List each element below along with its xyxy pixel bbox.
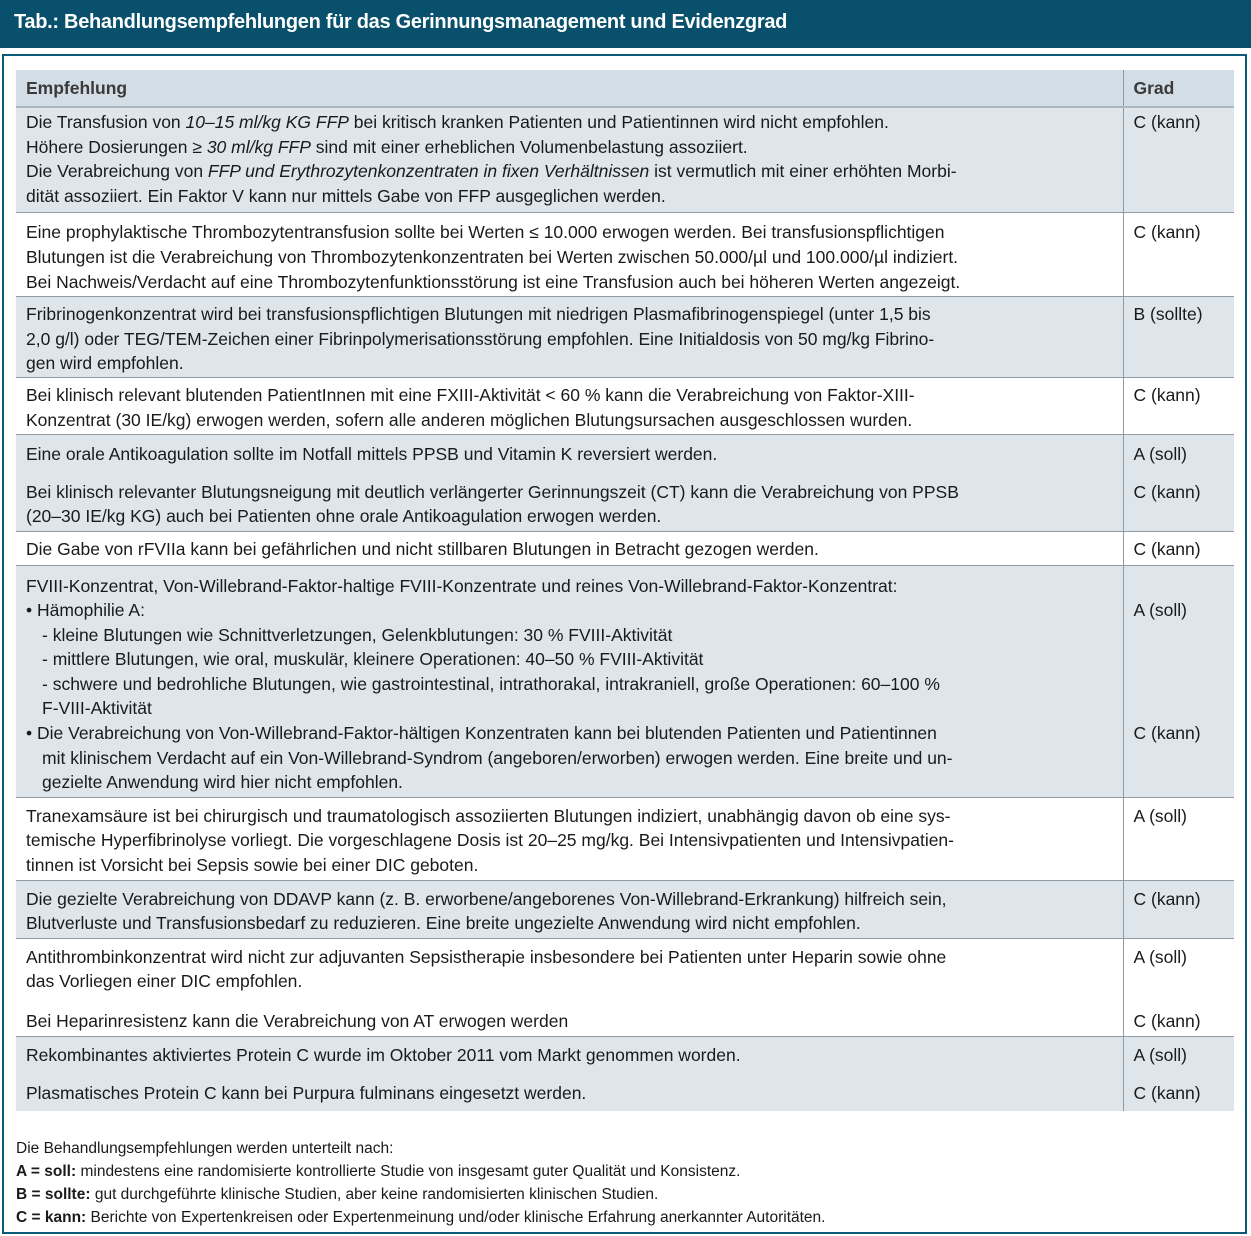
grade-cell: C (kann): [1123, 107, 1234, 213]
grade-cell: B (sollte): [1123, 297, 1234, 378]
text-line: Bei Nachweis/Verdacht auf eine Thrombozytenfunktionsstörung ist eine Transfusion auch bei höheren Werten angezeigt.: [26, 271, 961, 292]
legend-a-text: mindestens eine randomisierte kontrollierte Studie von insgesamt guter Qualität und Konsistenz.: [76, 1163, 741, 1180]
grade-cell: C (kann): [1123, 531, 1234, 565]
grade-cell: C (kann): [1123, 880, 1234, 938]
text-line: Bei Heparinresistenz kann die Verabreichung von AT erwogen werden: [26, 1011, 569, 1031]
recommendation-cell: [16, 797, 1123, 880]
text-line: Fribrinogenkonzentrat wird bei transfusionspflichtigen Blutungen mit niedrigen Plasmafibrinogenspiegel (unter 1,5 bis: [26, 304, 931, 325]
table-row: [16, 880, 1234, 938]
table-row: [16, 531, 1234, 565]
text-line: Die Verabreichung von FFP und Erythrozytenkonzentraten in fixen Verhältnissen ist vermutlich mit einer erhöhten Morbi-: [26, 161, 957, 182]
recommendation-cell: [16, 1036, 1123, 1074]
sub-item: - mittlere Blutungen, wie oral, muskulär, kleinere Operationen: 40–50 % FVIII-Aktivität: [42, 649, 704, 670]
text-line: Bei klinisch relevanter Blutungsneigung mit deutlich verlängerter Gerinnungszeit (CT) kann die Verabreichung von PPSB: [26, 481, 959, 502]
text-line: Die Gabe von rFVIIa kann bei gefährlichen und nicht stillbaren Blutungen in Betracht gezogen werden.: [26, 538, 819, 559]
text-line: Die gezielte Verabreichung von DDAVP kann (z. B. erworbene/angeborenes Von-Willebrand-Erkrankung) hilfreich sein,: [26, 888, 947, 909]
grade-cell: [1123, 565, 1234, 797]
recommendation-cell: [16, 213, 1123, 297]
text-line: dität assoziiert. Ein Faktor V kann nur mittels Gabe von FFP ausgeglichen werden.: [26, 185, 666, 206]
table-row: [16, 1036, 1234, 1074]
legend-b-key: B = sollte:: [16, 1186, 91, 1203]
grade-cell: C (kann): [1123, 377, 1234, 434]
text-line: Eine orale Antikoagulation sollte im Notfall mittels PPSB und Vitamin K reversiert werden.: [26, 444, 718, 465]
sub-item: - schwere und bedrohliche Blutungen, wie gastrointestinal, intrathorakal, intrakraniell, große Operationen: 60–100 %: [42, 673, 940, 694]
legend-b: [16, 1183, 825, 1206]
text-line: 2,0 g/l) oder TEG/TEM-Zeichen einer Fibrinpolymerisationsstörung empfohlen. Eine Initialdosis von 50 mg/kg Fibrino-: [26, 328, 935, 349]
text-line: temische Hyperfibrinolyse vorliegt. Die vorgeschlagene Dosis ist 20–25 mg/kg. Bei Intensivpatienten und Intensivpatien-: [26, 830, 954, 851]
grade-cell: A (soll): [1123, 435, 1234, 474]
legend-c-key: C = kann:: [16, 1209, 87, 1226]
table-header-row: [16, 70, 1234, 107]
text-line: Bei klinisch relevant blutenden PatientInnen mit eine FXIII-Aktivität < 60 % kann die Verabreichung von Faktor-XIII-: [26, 384, 915, 405]
table-row: [16, 1074, 1234, 1111]
table-title: Tab.: Behandlungsempfehlungen für das Gerinnungsmanagement und Evidenzgrad: [14, 11, 788, 33]
table-row: [16, 565, 1234, 797]
text-line: gezielte Anwendung wird hier nicht empfohlen.: [42, 772, 403, 793]
recommendation-cell: [16, 107, 1123, 213]
text-line: das Vorliegen einer DIC empfohlen.: [26, 971, 303, 992]
text-line: (20–30 IE/kg KG) auch bei Patienten ohne orale Antikoagulation erwogen werden.: [26, 506, 662, 527]
grade-cell: C (kann): [1123, 999, 1234, 1036]
text-line: gen wird empfohlen.: [26, 353, 184, 374]
grade-cell: C (kann): [1123, 1074, 1234, 1111]
grade-value: A (soll): [1133, 600, 1187, 621]
recommendation-cell: [16, 531, 1123, 565]
text-line: Plasmatisches Protein C kann bei Purpura fulminans eingesetzt werden.: [26, 1083, 587, 1104]
header-recommendation: Empfehlung: [16, 70, 1123, 107]
grade-cell: C (kann): [1123, 213, 1234, 297]
text-line: Antithrombinkonzentrat wird nicht zur adjuvanten Sepsistherapie insbesondere bei Patienten unter Heparin sowie ohne: [26, 946, 947, 967]
bullet-item: • Hämophilie A:: [26, 600, 145, 621]
legend-a: [16, 1160, 825, 1183]
text-line: Eine prophylaktische Thrombozytentransfusion sollte bei Werten ≤ 10.000 erwogen werden. Bei transfusionspflichtigen: [26, 222, 945, 243]
text-line: Tranexamsäure ist bei chirurgisch und traumatologisch assoziierten Blutungen indiziert, unabhängig davon ob eine sys-: [26, 805, 951, 826]
table-row: [16, 999, 1234, 1036]
bullet-item: • Die Verabreichung von Von-Willebrand-Faktor-hältigen Konzentraten kann bei blutenden Patienten und Patientinnen: [26, 723, 937, 744]
recommendation-cell: [16, 435, 1123, 474]
table-row: [16, 107, 1234, 213]
table-row: [16, 213, 1234, 297]
text-line: mit klinischem Verdacht auf ein Von-Willebrand-Syndrom (angeboren/erworben) erwogen werden. Eine breite und un-: [42, 747, 953, 768]
recommendation-cell: [16, 1074, 1123, 1111]
table-row: [16, 435, 1234, 474]
legend-intro: Die Behandlungsempfehlungen werden unterteilt nach:: [16, 1140, 394, 1157]
grade-cell: A (soll): [1123, 1036, 1234, 1074]
grade-value: C (kann): [1133, 723, 1201, 744]
grade-cell: A (soll): [1123, 797, 1234, 880]
table-row: [16, 797, 1234, 880]
table-row: [16, 297, 1234, 378]
text-line: Blutungen ist die Verabreichung von Thrombozytenkonzentraten bei Werten zwischen 50.000/µl und 100.000/µl indiziert.: [26, 246, 959, 267]
recommendation-cell: [16, 938, 1123, 999]
table-row: [16, 474, 1234, 532]
text-line: Rekombinantes aktiviertes Protein C wurde im Oktober 2011 vom Markt genommen worden.: [26, 1044, 741, 1065]
recommendation-cell: [16, 377, 1123, 434]
legend-c: [16, 1206, 825, 1229]
grade-cell: C (kann): [1123, 474, 1234, 532]
text-line: Höhere Dosierungen ≥ 30 ml/kg FFP sind mit einer erheblichen Volumenbelastung assoziiert.: [26, 136, 748, 157]
table-row: [16, 377, 1234, 434]
text-line: Die Transfusion von 10–15 ml/kg KG FFP bei kritisch kranken Patienten und Patientinnen wird nicht empfohlen.: [26, 112, 889, 132]
text-line: FVIII-Konzentrat, Von-Willebrand-Faktor-haltige FVIII-Konzentrate und reines Von-Willebrand-Faktor-Konzentrat:: [26, 575, 898, 596]
legend: [16, 1137, 825, 1229]
legend-b-text: gut durchgeführte klinische Studien, aber keine randomisierten klinischen Studien.: [90, 1186, 659, 1203]
header-grade: Grad: [1123, 70, 1234, 107]
grade-cell: A (soll): [1123, 938, 1234, 999]
text-line: Blutverluste und Transfusionsbedarf zu reduzieren. Eine breite ungezielte Anwendung wird nicht empfohlen.: [26, 913, 861, 934]
sub-item: F-VIII-Aktivität: [42, 698, 152, 719]
text-line: Konzentrat (30 IE/kg) erwogen werden, sofern alle anderen möglichen Blutungsursachen ausgeschlossen wurden.: [26, 409, 913, 430]
recommendation-cell: [16, 999, 1123, 1036]
table-row: [16, 938, 1234, 999]
text-line: tinnen ist Vorsicht bei Sepsis sowie bei einer DIC geboten.: [26, 855, 479, 876]
recommendation-cell: [16, 565, 1123, 797]
sub-item: - kleine Blutungen wie Schnittverletzungen, Gelenkblutungen: 30 % FVIII-Aktivität: [42, 624, 673, 645]
legend-c-text: Berichte von Expertenkreisen oder Expertenmeinung und/oder klinische Erfahrung anerkannter Autoritäten.: [86, 1209, 826, 1226]
recommendations-table: [16, 70, 1234, 1111]
recommendation-cell: [16, 474, 1123, 532]
title-bar: [0, 0, 1251, 48]
recommendation-cell: [16, 297, 1123, 378]
legend-a-key: A = soll:: [16, 1163, 77, 1180]
recommendation-cell: [16, 880, 1123, 938]
